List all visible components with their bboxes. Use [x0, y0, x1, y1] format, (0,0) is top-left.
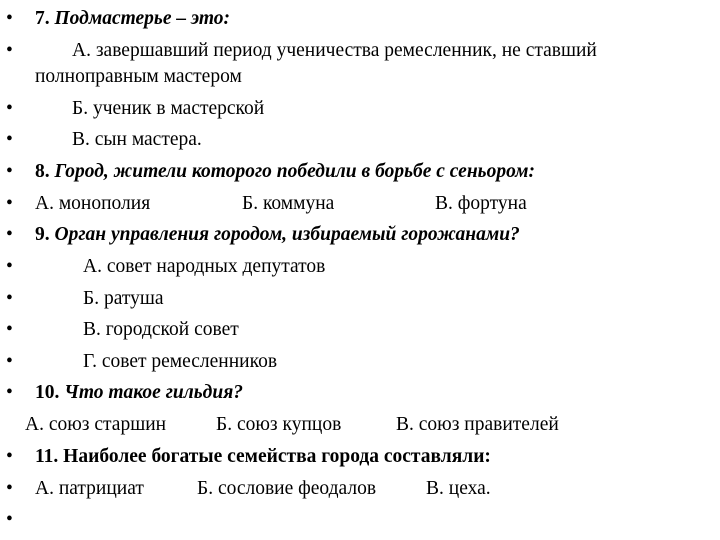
q8-option-b: Б. коммуна [242, 193, 335, 214]
q11-option-c: В. цеха. [426, 478, 491, 499]
bullet-icon [6, 127, 18, 153]
bullet-icon [6, 380, 18, 406]
q10-option-c: В. союз правителей [396, 414, 559, 435]
q7-option-c: В. сын мастера. [72, 129, 202, 150]
question-10-text: Что такое гильдия? [64, 382, 243, 403]
bullet-icon [6, 38, 18, 64]
q11-options-line [0, 476, 720, 502]
q9-option-d: Г. совет ремесленников [83, 351, 278, 372]
bullet-icon [6, 6, 18, 32]
bullet-icon [6, 476, 18, 502]
question-10-number: 10. [35, 382, 60, 403]
bullet-icon [6, 444, 18, 470]
q11-option-b: Б. сословие феодалов [197, 478, 377, 499]
q9-option-b: Б. ратуша [83, 288, 164, 309]
q10-option-b: Б. союз купцов [216, 414, 342, 435]
q7-option-b: Б. ученик в мастерской [72, 98, 265, 119]
question-9-number: 9. [35, 224, 50, 245]
question-8-text: Город, жители которого победили в борьбе с сеньором: [54, 161, 535, 182]
question-9-text: Орган управления городом, избираемый горожанами? [54, 224, 520, 245]
question-7-text: Подмастерье – это: [54, 8, 230, 29]
bullet-icon [6, 191, 18, 217]
q7-option-a: А. завершавший период ученичества ремесленник, не ставший [72, 40, 597, 61]
bullet-icon [6, 507, 18, 533]
q9-option-c: В. городской совет [83, 319, 239, 340]
question-11: 11. Наиболее богатые семейства города составляли: [35, 446, 491, 467]
q8-option-c: В. фортуна [435, 193, 527, 214]
question-10 [35, 380, 243, 406]
q10-option-a: А. союз старшин [25, 414, 167, 435]
q7-option-a-continuation: полноправным мастером [35, 66, 242, 87]
bullet-icon [6, 349, 18, 375]
bullet-icon [6, 317, 18, 343]
q9-option-a: А. совет народных депутатов [83, 256, 326, 277]
bullet-icon [6, 222, 18, 248]
question-7-number: 7. [35, 8, 50, 29]
q11-option-a: А. патрициат [35, 478, 144, 499]
question-7 [35, 6, 230, 32]
q8-option-a: А. монополия [35, 193, 151, 214]
bullet-icon [6, 159, 18, 185]
q8-options-line [0, 191, 720, 217]
bullet-icon [6, 286, 18, 312]
question-8 [35, 159, 535, 185]
bullet-icon [6, 96, 18, 122]
bullet-icon [6, 254, 18, 280]
question-9 [35, 222, 520, 248]
q10-options-line [0, 412, 720, 438]
question-8-number: 8. [35, 161, 50, 182]
